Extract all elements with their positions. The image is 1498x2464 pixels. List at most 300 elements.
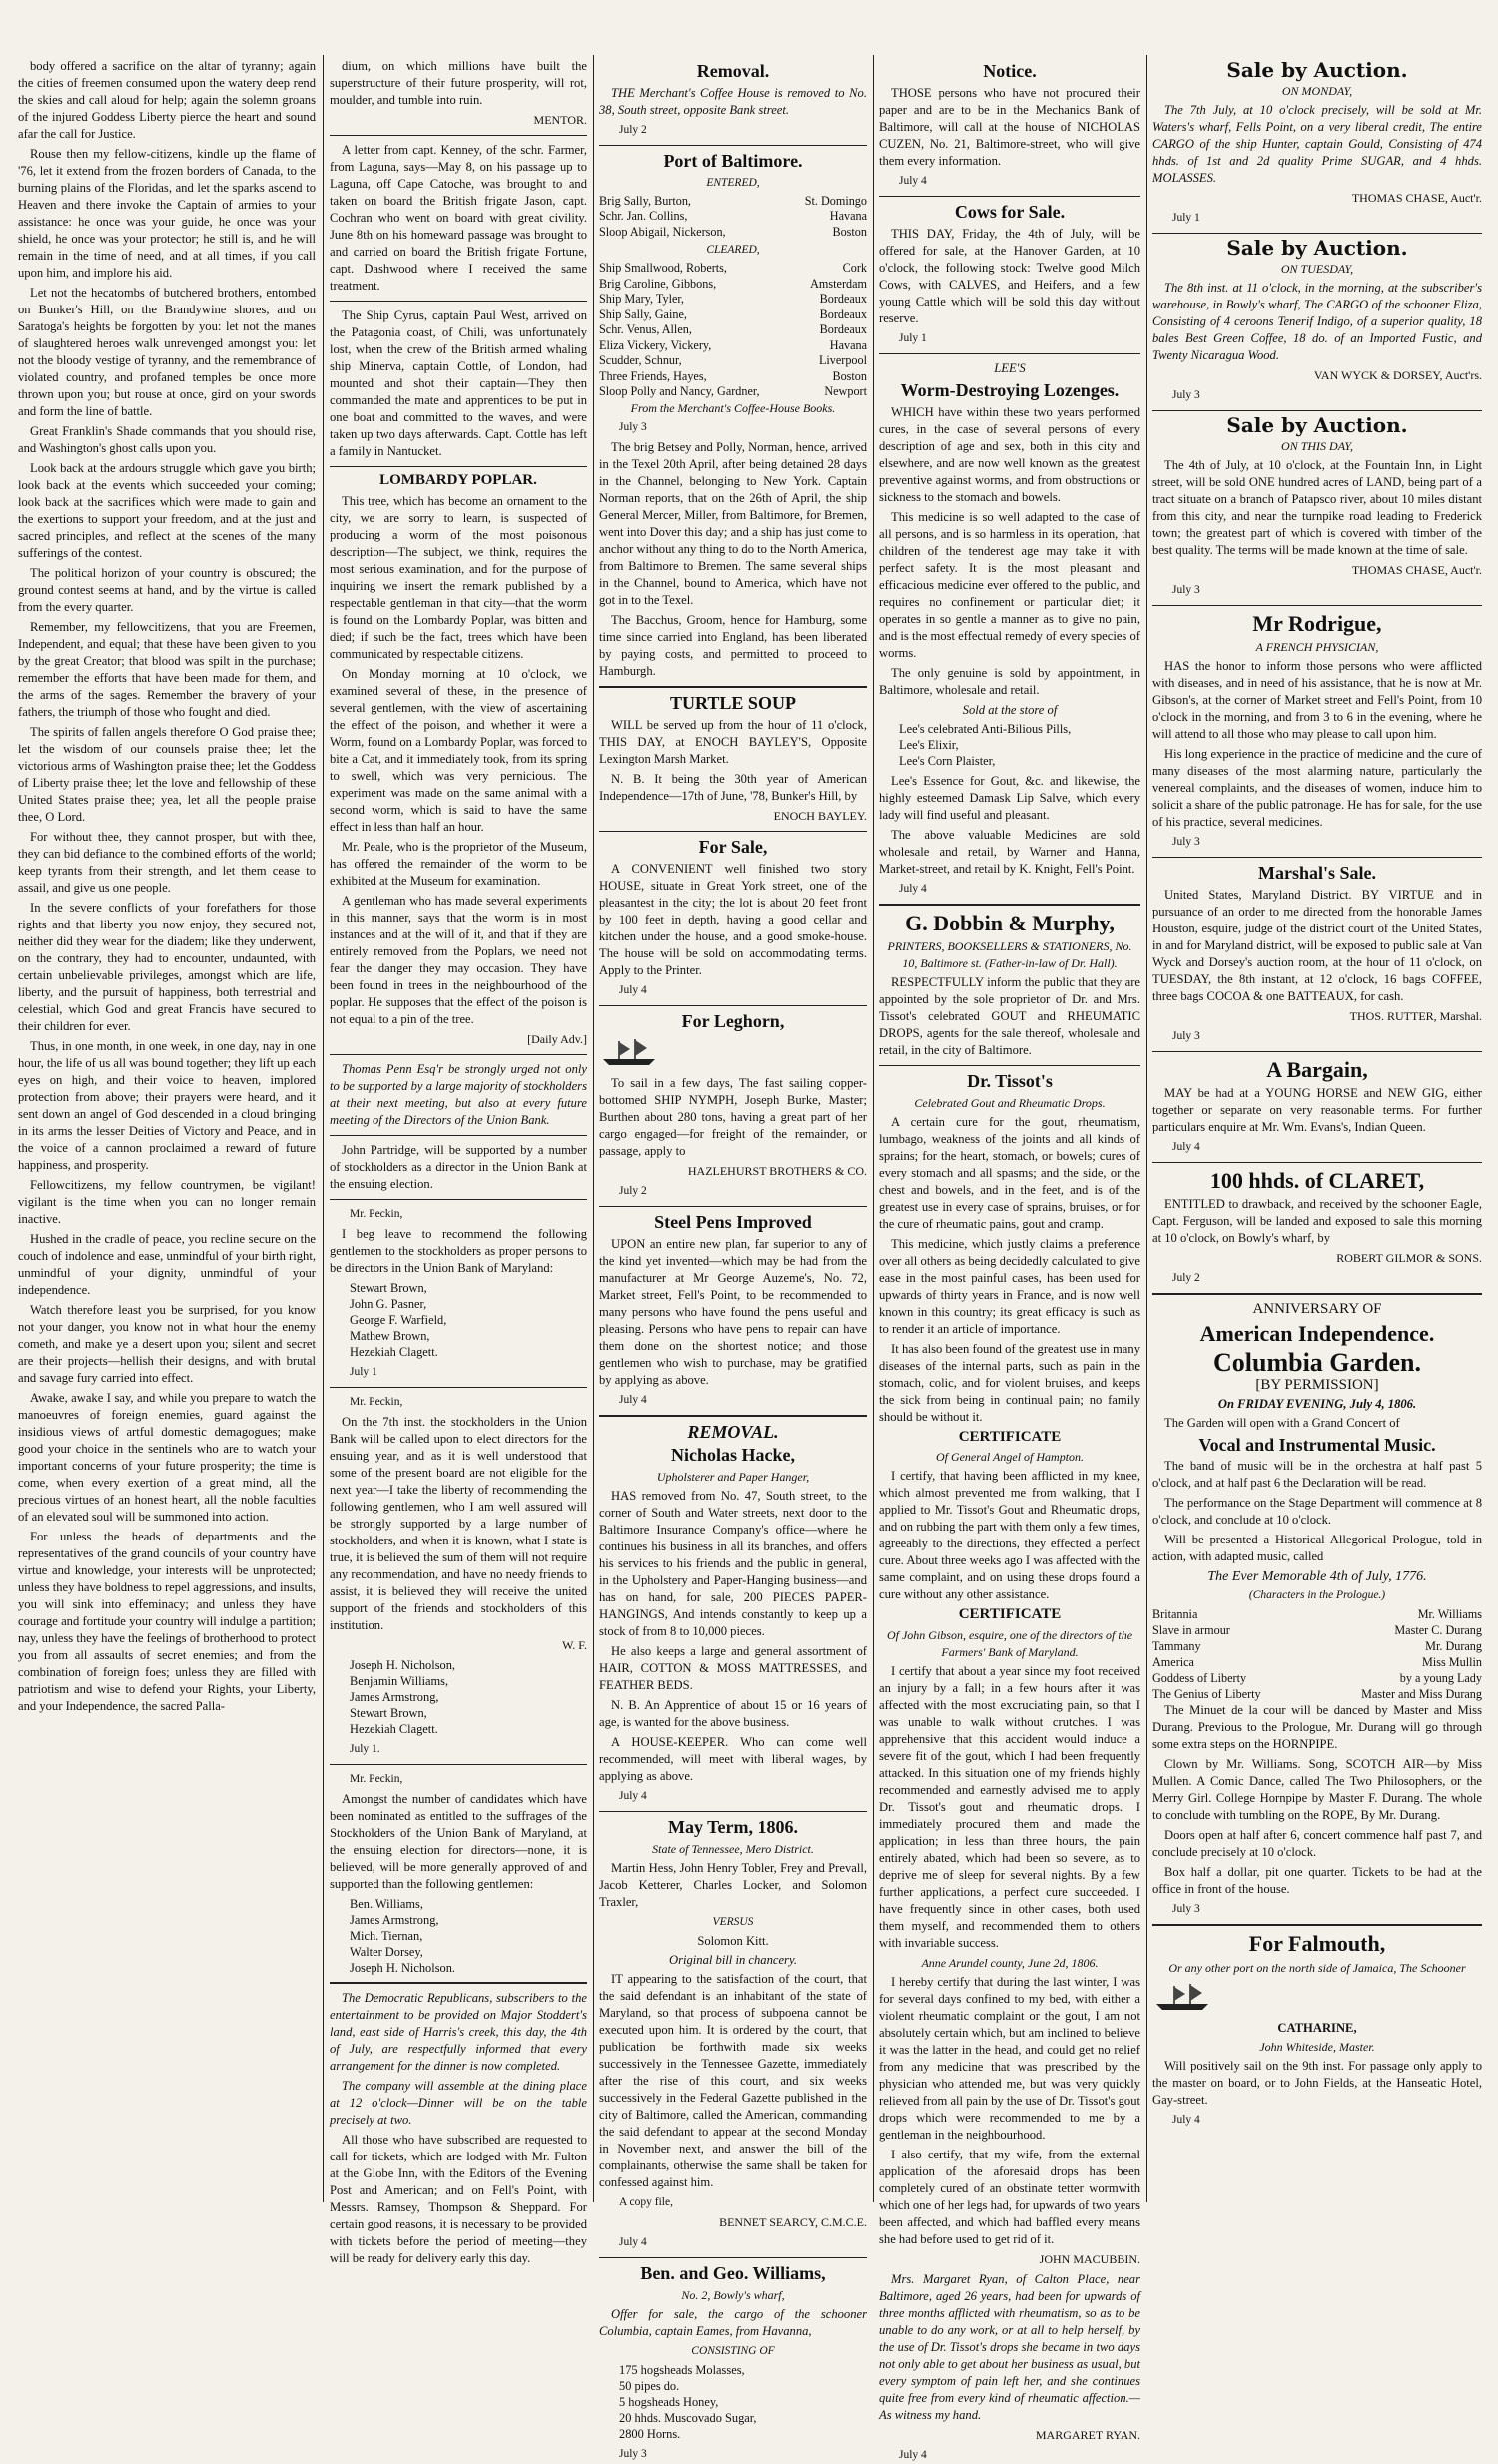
column-2 [330,58,587,2265]
paragraph: The Bacchus, Groom, hence for Hamburg, some time since carried into England, has been liberated by paying costs, and permitted to proceed to Hamburgh. [599,612,867,678]
table-row [599,261,867,277]
date-line: July 1. [350,1742,380,1755]
divider [330,301,587,302]
table-row [599,277,867,293]
paragraph: A HOUSE-KEEPER. Who can come well recommended, will meet with liberal wages, by applying as above. [599,1735,867,1784]
divider [599,1415,867,1417]
ad-heading: Removal. [696,61,770,81]
paragraph: Offer for sale, the cargo of the schooner Columbia, captain Eames, from Havanna, [599,2306,867,2338]
paragraph: On the 7th inst. the stockholders in the Union Bank will be called upon to elect directors for the ensuing year, and as it is well understood that some of the present board are not eligible for the next year—I take the liberty of recommending the following gentlemen, who I am well assured will be strongly supported by a large number of stockholders, and when it is known, what I state is true, it is believed the sum of them will not require any recommendation, and have no needy friends to assist, it is believed they will receive the united support of the friends and stockholders of this institution. [330,1414,587,1632]
signature: THOS. RUTTER, Marshal. [1349,1008,1482,1023]
paragraph: Remember, my fellowcitizens, that you are Freemen, Independent, and equal; that these have been given to you by the great Creator; that blood was spilt in the purchase; remember the efforts that have been made for them, and the arms of the sages. Remember the bravery of your fathers, the triumph of those who fought and died. [18,620,316,719]
ad-heading: REMOVAL. [687,1422,779,1443]
date-line: Anne Arundel county, June 2d, 1806. [921,1956,1099,1971]
paragraph: The Minuet de la cour will be danced by Master and Miss Durang. Previous to the Prologue, Mr. Durang will go through some extra steps on the HORNPIPE. [1152,1703,1482,1752]
date-line: July 2 [1172,1272,1200,1285]
performer: Mr. Durang [1425,1639,1482,1654]
table-row [599,353,867,369]
column-4 [879,58,1141,2462]
date-line: July 1 [1172,212,1200,224]
paragraph: body offered a sacrifice on the altar of tyranny; again the cities of freemen consumed upon the watery deep rend the skies and call aloud for help; again the solemn groans of the injured Goddess Liberty pierce the heart and sound afar the call for Justice. [18,59,316,141]
ship-name: Sloop Abigail, Nickerson, [599,224,726,239]
subheading: Or any other port on the north side of Jamaica, The Schooner [1168,1960,1466,1975]
divider [599,2257,867,2258]
paragraph: The brig Betsey and Polly, Norman, hence, arrived in the Texel 20th April, after being detained 28 days in the Channel, belonging to New York. Captain Norman reports, that on the 26th of April, the ship General Mercer, Miller, from Baltimore, for Bremen, went into Dover this day; and a ship has just come to anchor without any thing to do to the North America, from Baltimore to Bremen. The same several ships in the Channel, bound to America, which have not got in to the Texel. [599,439,867,607]
paragraph: ENTITLED to drawback, and received by the schooner Eagle, Capt. Ferguson, will be landed and exposed to sale this morning at 10 o'clock, on Bowly's wharf, by [1152,1197,1482,1246]
divider [879,1065,1140,1066]
divider [1152,1162,1482,1163]
ship-name: Sloop Polly and Nancy, Gardner, [599,384,760,399]
paragraph: WILL be served up from the hour of 11 o'clock, THIS DAY, at ENOCH BAYLEY'S, Opposite Lexington Marsh Market. [599,717,867,766]
list-item: James Armstrong, [350,1912,439,1927]
paragraph: The 8th inst. at 11 o'clock, in the morning, at the subscriber's warehouse, in Bowly's wharf, The CARGO of the schooner Eliza, Consisting of 4 ceroons Tenerif Indigo, of a superior quality, 18 bales Best Green Coffee, 18 do. of an Imported Fustic, and Twenty Nicaragua Wood. [1152,281,1482,362]
ad-heading: Sale by Auction. [1226,236,1408,260]
ship-destination: Bordeaux [819,322,867,337]
defendant: Solomon Kitt. [697,1934,769,1949]
paragraph: I also certify, that my wife, from the external application of the aforesaid drops has been completely cured of an obstinate tetter wormwith which one of her legs had, for upwards of two years been affected, and which had baffled every means she had before used to get rid of it. [879,2148,1140,2247]
performer: Miss Mullin [1422,1655,1482,1670]
cargo-list [619,2362,867,2442]
medicine-list [899,721,1140,769]
ad-heading: A Bargain, [1266,1056,1368,1082]
ship-name: Brig Sally, Burton, [599,193,691,208]
list-item: Joseph H. Nicholson, [350,1657,456,1672]
ad-heading: For Falmouth, [1248,1931,1386,1957]
paragraph: Look back at the ardours struggle which gave you birth; look back at the events which succeeded your coming; look back at the sacrifices which were made to gain and the exertions to support your freedom, and at the just and sacred principles, and reflect at the scenes of the many sufferings of the contest. [18,461,316,560]
ship-destination: Cork [842,261,867,276]
date-line: July 3 [1172,1029,1200,1042]
ship-name: Scudder, Schnur, [599,353,682,368]
column-rule [323,55,324,2202]
character: Goddess of Liberty [1152,1671,1247,1686]
news-item: A letter from capt. Kenney, of the schr. Farmer, from Laguna, says—May 8, on his passage up to Laguna, off Cape Catoche, was brought to and taken on board the British frigate Jason, capt. Cochran who went on board with great civility. June 8th on his homeward passage was brought to and carried on board the British frigate Fortune, capt. Dashwood where I received the same treatment. [330,143,587,293]
ship-icon [599,1037,659,1067]
paragraph: He also keeps a large and general assortment of HAIR, COTTON & MOSS MATTRESSES, and FEATHER BEDS. [599,1644,867,1693]
ship-destination: Bordeaux [819,292,867,307]
ship-name: Ship Mary, Tyler, [599,292,684,307]
divider [879,196,1140,197]
article-heading: LOMBARDY POPLAR. [379,472,537,488]
consisting-label: CONSISTING OF [691,2344,775,2357]
divider [599,831,867,832]
ad-heading: Mr Rodrigue, [1252,611,1382,636]
paragraph: N. B. An Apprentice of about 15 or 16 years of age, is wanted for the above business. [599,1698,867,1730]
divider [330,135,587,136]
list-item: Stewart Brown, [350,1280,427,1295]
subheading: Celebrated Gout and Rheumatic Drops. [914,1095,1106,1110]
ad-heading: Sale by Auction. [1226,413,1408,437]
performer: by a young Lady [1399,1671,1482,1686]
table-row [599,322,867,338]
ad-heading: Steel Pens Improved [654,1212,812,1233]
candidate-list [350,1657,587,1737]
character: Tammany [1152,1639,1201,1654]
paragraph: The band of music will be in the orchestra at half past 5 o'clock, and at half past 6 the Declaration will be read. [1152,1459,1482,1491]
cast-row [1152,1606,1482,1622]
ad-heading: For Leghorn, [681,1010,785,1031]
notice: The company will assemble at the dining place at 12 o'clock—Dinner will be on the table precisely at two. [330,2078,587,2127]
divider [1152,410,1482,411]
paragraph: On Monday morning at 10 o'clock, we examined several of these, in the presence of several gentlemen, with the view of ascertaining the effect of the poison, and whether it were a Worm, found on a Lombardy Poplar, was forced to bite a Cat, and it immediately took, from its spring to swell, which was very pernicious. The experiment was made on the same animal with a second worm, which is said to have the same effect in less than half an hour. [330,666,587,834]
paragraph: The spirits of fallen angels therefore O God praise thee; let the wisdom of our counsels praise thee; let the victorious arms of Washington praise thee; let the Goddess of Liberty praise thee; let the love and fellowship of these United States praise thee; yea, let all the people praise thee, O Lord. [18,725,316,824]
paragraph: His long experience in the practice of medicine and the cure of many diseases of the most alarming nature, particularly the venereal complaints, and the diseases of women, induce him to solicit a share of the public patronage. He has for sale, for the use of his practice, several medicines. [1152,747,1482,830]
signature: VAN WYCK & DORSEY, Auct'rs. [1313,368,1482,382]
divider [330,1135,587,1136]
list-item: Mathew Brown, [350,1328,430,1343]
ad-heading: Sale by Auction. [1226,58,1408,82]
paragraph: N. B. It being the 30th year of American Independence—17th of June, '78, Bunker's Hill, by [599,771,867,803]
cleared-table [599,261,867,400]
entered-table [599,194,867,241]
column-3 [599,58,867,2460]
cast-list [1152,1606,1482,1702]
paragraph: Amongst the number of candidates which have been nominated as entitled to the suffrages of the Stockholders of the Union Bank of Maryland, at the ensuing election for directors—none, it is believed, will be more generally approved of and supported than the following gentlemen: [330,1791,587,1891]
paragraph: HAS removed from No. 47, South street, to the corner of South and Water streets, next door to the Baltimore Insurance Company's office—where he continues his business in all its branches, and offers his services to his friends and the public in general, in the Upholstery and Paper-Hanging business—and has on hand, for sale, 200 PIECES PAPER-HANGINGS, And intends constantly to keep up a stock of from 8 to 10,000 pieces. [599,1489,867,1639]
date-line: July 3 [1172,1903,1200,1916]
date-line: July 3 [619,420,647,433]
salutation: Mr. Peckin, [350,1772,403,1785]
concert-heading: Vocal and Instrumental Music. [1198,1434,1436,1455]
signature: THOMAS CHASE, Auct'r. [1351,191,1482,205]
signature: [Daily Adv.] [527,1031,587,1046]
character: America [1152,1655,1194,1670]
column-rule [593,55,594,2202]
ship-destination: Liverpool [818,353,867,368]
paragraph: Clown by Mr. Williams. Song, SCOTCH AIR—by Miss Mullen. A Comic Dance, called The Two Philosophers, or the Merry Girl. College Hornpipe by Master F. Durang. The whole to conclude with tumbling on the ROPE, By Mr. Durang. [1152,1757,1482,1823]
ship-name: Ship Smallwood, Roberts, [599,261,727,276]
paragraph: THE Merchant's Coffee House is removed to No. 38, South street, opposite Bank street. [599,85,867,117]
paragraph: This medicine is so well adapted to the case of all persons, and is so harmless in its operation, that children of the tenderest age may take it with perfect safety. It is the most pleasant and efficacious medicine ever offered to the public, and requires no confinement or particular diet; it operates in so gentle a manner as to give no pain, and is the most effectual remedy of every species of worms. [879,509,1140,660]
paragraph: To sail in a few days, The fast sailing copper-bottomed SHIP NYMPH, Joseph Burke, Master; Burthen about 280 tons, having a great part of her cargo engaged—for freight of the remainder, or passage, apply to [599,1076,867,1159]
paragraph: I certify, that having been afflicted in my knee, which almost prevented me from walking, that I applied to Mr. Tissot's Gout and Rheumatic drops, and on rubbing the part with them only a few times, agreeably to the directions, they effected a perfect cure. About three weeks ago I was affected with the same complaint, and on using these drops found a cure without any other assistance. [879,1469,1140,1602]
paragraph: It has also been found of the greatest use in many diseases of the internal parts, such as pain in the stomach, colic, and for violent bruises, and keeps the sick from being in continual pain; no family should be without it. [879,1341,1140,1424]
paragraph: Box half a dollar, pit one quarter. Tickets to be had at the office in front of the house. [1152,1865,1482,1897]
event-date: On FRIDAY EVENING, July 4, 1806. [1217,1396,1417,1411]
source-line: From the Merchant's Coffee-House Books. [630,400,836,415]
news-item: The Ship Cyrus, captain Paul West, arrived on the Patagonia coast, of Chili, was unfortunately lost, when the crew of the British armed whaling ship Minerva, captain Cottle, of London, had mounted and shot their captain—They then commanded the mate and apprentices to be put in one boat and committed to the waves, and were taken up two days afterwards. Capt. Cottle has left a family in Nantucket. [330,308,587,458]
salutation: Mr. Peckin, [350,1395,403,1408]
table-row [599,209,867,225]
paragraph: Martin Hess, John Henry Tobler, Frey and Prevall, Jacob Ketterer, Charles Locker, and Solomon Traxler, [599,1861,867,1910]
garden-title: Columbia Garden. [1212,1348,1422,1378]
date-line: July 4 [899,882,927,895]
date-line: July 4 [899,174,927,187]
paragraph: A CONVENIENT well finished two story HOUSE, situate in Great York street, one of the pleasantest in the city; the lot is about 20 feet front by 100 feet in depth, having a good cellar and kitchen under the house, and a good smoke-house. The house will be sold on accommodating terms. Apply to the Printer. [599,861,867,977]
table-row [599,308,867,323]
paragraph: The only genuine is sold by appointment, in Baltimore, wholesale and retail. [879,665,1140,697]
date-line: July 1 [899,331,927,344]
paragraph: The Garden will open with a Grand Concert of [1164,1415,1400,1430]
table-row [599,369,867,385]
character: The Genius of Liberty [1152,1687,1261,1702]
versus-label: VERSUS [712,1916,754,1929]
cleared-label: CLEARED, [706,244,760,257]
ship-destination: Boston [832,368,867,383]
ad-heading: Cows for Sale. [954,201,1066,222]
date-line: July 3 [619,2447,647,2460]
divider [1152,1924,1482,1926]
ad-heading: 100 hhds. of CLARET, [1209,1168,1425,1194]
paragraph: United States, Maryland District. BY VIRTUE and in pursuance of an order to me directed from the honorable James Houston, esquire, judge of the district court of the United States, in and for Maryland district, will be exposed to public sale at Van Wyck and Dorsey's auction room, at the hour of 11 o'clock, on TUESDAY, the 8th instant, at 12 o'clock, 16 bags COFFEE, three bags COCOA & one BATTEAUX, for cash. [1152,887,1482,1003]
candidate-list [350,1896,587,1976]
table-row [599,194,867,210]
ad-heading: Nicholas Hacke, [671,1445,795,1466]
paragraph: The 7th July, at 10 o'clock precisely, will be sold at Mr. Waters's wharf, Fells Point, on a very liberal credit, The entire CARGO of the ship Hunter, captain Gould, Consisting of 474 hhds. of 1st and 2d quality Prime SUGAR, and 4 hhds. MOLASSES. [1152,103,1482,185]
paragraph: Mr. Peale, who is the proprietor of the Museum, has offered the remainder of the worm to be exhibited at the Museum for examination. [330,839,587,888]
ship-origin: St. Domingo [804,193,867,208]
list-item: Ben. Williams, [350,1896,423,1911]
paragraph: In the severe conflicts of your forefathers for those rights and that liberty you now enjoy, they secured not, neither did they wear for the diadem; like they underwent, on the contrary, they had to encounter, undaunted, with certain unbelievable privileges, amongst which are life, liberty, and the pursuit of happiness, both terrestrial and celestial, which God and great Francis have secured to their children for ever. [18,901,316,1033]
ship-name: Schr. Venus, Allen, [599,322,692,337]
paragraph: THOSE persons who have not procured their paper and are to be in the Mechanics Bank of Baltimore, will call at the house of NICHOLAS CUZEN, No. 21, Baltimore-street, who will give them every information. [879,85,1140,168]
paragraph: Watch therefore least you be surprised, for you know not your danger, you know not in what hour the enemy cometh, and make ye a desert upon you; silent and secret are their projects—hellish their designs, and with brutal and savage fury carried into effect. [18,1303,316,1385]
subheading: Of General Angel of Hampton. [935,1450,1085,1465]
cast-row [1152,1686,1482,1702]
divider [599,1005,867,1006]
subheading: ON THIS DAY, [1281,439,1353,453]
table-row [599,225,867,241]
paragraph: The above valuable Medicines are sold wholesale and retail, by Warner and Hanna, Market-street, and retail by K. Knight, Fell's Point. [879,827,1140,876]
ship-icon [1152,1982,1212,2012]
list-item: Walter Dorsey, [350,1944,423,1959]
notice: The Democratic Republicans, subscribers to the entertainment to be provided on Major Stoddert's land, east side of Harris's creek, this day, the 4th of July, are respectfully informed that every arrangement for the dinner is now completed. [330,1990,587,2073]
date-line: July 2 [619,1185,647,1198]
list-item: Lee's Elixir, [899,737,959,752]
divider [330,466,587,467]
list-item: James Armstrong, [350,1689,439,1704]
paragraph: The performance on the Stage Department will commence at 8 o'clock, and conclude at 10 o'clock. [1152,1496,1482,1528]
signature: MARGARET RYAN. [1035,2428,1140,2443]
date-line: July 4 [619,2236,647,2249]
subheading: ON TUESDAY, [1280,262,1354,276]
paragraph: John Partridge, will be supported by a number of stockholders as a director in the Union Bank at the ensuing election. [330,1142,587,1191]
divider [599,1811,867,1812]
date-line: July 4 [619,1790,647,1803]
subheading: Upholsterer and Paper Hanger, [656,1470,810,1485]
column-5 [1152,58,1482,2202]
ship-name: Ship Sally, Gaine, [599,307,687,321]
list-item: Joseph H. Nicholson. [350,1960,456,1975]
signature: MENTOR. [533,113,587,127]
brand-label: LEE'S [994,360,1026,375]
date-line: July 4 [1172,2113,1200,2126]
ad-heading: Notice. [983,61,1037,81]
entered-label: ENTERED, [706,176,760,189]
divider [1152,233,1482,234]
bill-type: Original bill in chancery. [668,1953,798,1968]
subheading: State of Tennessee, Mero District. [652,1842,814,1857]
list-item: 5 hogsheads Honey, [619,2394,719,2409]
copy-line: A copy file, [619,2196,673,2209]
certificate-heading: CERTIFICATE [958,1606,1062,1623]
ship-origin: Boston [832,224,867,239]
divider [1152,1051,1482,1052]
paragraph: I hereby certify that during the last winter, I was for several days confined to my bed, with either a violent rheumatic complaint or the gout, I am not absolutely certain which, but am inclined to believe it was the latter in the head, and could get no relief from any medicine that was prescribed by the physician who attended me, but was very quickly relieved from all pain by the use of Dr. Tissot's gout drops which were recommended to me by a gentleman in the neighbourhood. [879,1975,1140,2143]
signature: ROBERT GILMOR & SONS. [1336,1251,1482,1266]
paragraph: I beg leave to recommend the following gentlemen to the stockholders as proper persons to be directors in the Union Bank of Maryland: [330,1226,587,1275]
master-line: John Whiteside, Master. [1259,2039,1375,2054]
date-line: July 4 [1172,1141,1200,1154]
performer: Mr. Williams [1417,1607,1482,1622]
list-item: Mich. Tiernan, [350,1928,423,1943]
cast-row [1152,1638,1482,1654]
cast-label: (Characters in the Prologue.) [1248,1589,1386,1602]
performer: Master C. Durang [1394,1623,1482,1638]
table-row [599,384,867,400]
paragraph: For without thee, they cannot prosper, but with thee, they can bid defiance to the combined efforts of the world; keep tyrants from their strength, and let them cease to assail, and give us one people. [18,830,316,895]
paragraph: RESPECTFULLY inform the public that they are appointed by the sole proprietor of Dr. and Mrs. Tissot's celebrated GOUT and RHEUMATIC DROPS, agents for the sale thereof, wholesale and retail, in the city of Baltimore. [879,974,1140,1057]
permission-line: [BY PERMISSION] [1255,1376,1379,1393]
divider [879,353,1140,354]
date-line: July 3 [1172,584,1200,596]
divider [1152,857,1482,858]
list-item: Lee's Corn Plaister, [899,753,996,768]
subheading: Of John Gibson, esquire, one of the directors of the Farmers' Bank of Maryland. [886,1628,1133,1660]
paragraph: Will be presented a Historical Allegorical Prologue, told in action, with adapted music, called [1152,1533,1482,1564]
paragraph: Thomas Penn Esq'r be strongly urged not only to be supported by a large majority of stockholders at their next meeting, but also at every future meeting of the Directors of the Union Bank. [330,1061,587,1127]
cast-row [1152,1670,1482,1686]
date-line: July 2 [619,123,647,136]
paragraph: IT appearing to the satisfaction of the court, that the said defendant is an inhabitant of the state of Maryland, so that process of subpoena cannot be executed upon him. It is ordered by the court, that publication be forthwith made six weeks successively in the Tennessee Gazette, immediately after the rise of this court, and six weeks successively in the Federal Gazette published in the city of Baltimore, called the American, commanding the said defendant to appear at the second Monday in November next, and answer the bill of the complainants, otherwise the same shall be taken for confessed against him. [599,1972,867,2190]
paragraph: MAY be had at a YOUNG HORSE and NEW GIG, either together or separate on very reasonable terms. For further particulars enquire at Mr. Wm. Evans's, Indian Queen. [1152,1086,1482,1135]
paragraph: Will positively sail on the 9th inst. For passage only apply to the master on board, or to John Fields, at the Hanseatic Hotel, Gay-street. [1152,2058,1482,2107]
list-item: 20 hhds. Muscovado Sugar, [619,2410,757,2425]
list-item: Benjamin Williams, [350,1673,449,1688]
notice: All those who have subscribed are requested to call for tickets, which are lodged with Mr. Fulton at the Globe Inn, with the Editors of the Evening Post and American; and on Fell's Point, with Messrs. Ramsey, Thompson & Sheppard. For certain good reasons, it is necessary to be provided with tickets before the period of meeting—they will be ready for delivery early this day. [330,2132,587,2265]
character: Slave in armour [1152,1623,1230,1638]
section-heading: Port of Baltimore. [663,150,803,171]
ship-destination: Havana [829,337,867,352]
cast-row [1152,1622,1482,1638]
paragraph: A gentleman who has made several experiments in this manner, says that the worm is in most instances and at the will of it, and that if they are entirely removed from the Poplars, we need not fear the danger they may occasion. They have been found in trees in the neighbourhood of the poplar. He supposes that the effect of the poison is not equal to a pin of the tree. [330,893,587,1026]
ad-heading: May Term, 1806. [668,1817,798,1838]
ship-destination: Newport [824,384,867,399]
ad-heading: Worm-Destroying Lozenges. [900,379,1120,400]
ship-name: Brig Caroline, Gibbons, [599,276,717,291]
salutation: Mr. Peckin, [350,1207,403,1220]
divider [330,1764,587,1765]
ship-name: Three Friends, Hayes, [599,368,707,383]
ad-heading: TURTLE SOUP [670,692,796,713]
paragraph: Lee's Essence for Gout, &c. and likewise, the highly esteemed Damask Lip Salve, which every lady will find useful and pleasant. [879,773,1140,822]
paragraph: Great Franklin's Shade commands that you should rise, and Washington's ghost calls upon you. [18,424,316,455]
date-line: July 4 [619,1394,647,1407]
character: Britannia [1152,1607,1198,1622]
list-item: George F. Warfield, [350,1312,447,1327]
paragraph: I certify that about a year since my foot received an injury by a fall; in a few hours after it was affected with the most excruciating pain, so that I was unable to walk without crutches. I was apprehensive that this accident would induce a severe fit of the gout, which I had been frequently attacked. In this situation one of my friends highly recommended and earnestly advised me to apply Dr. Tissot's gout and rheumatic drops. I immediately procured them and made the application; in less than three hours, the pain entirely abated, which had been so severe, as to deprive me of sleep for several nights. By a few further applications, a perfect cure succeeded. I have frequently since in other cases, both used them myself, and recommended them to others with invariable success. [879,1664,1140,1951]
signature: THOMAS CHASE, Auct'r. [1351,563,1482,577]
divider [599,686,867,688]
signature: W. F. [562,1637,587,1652]
ship-name: Schr. Jan. Collins, [599,209,688,224]
list-item: Hezekiah Clagett. [350,1344,438,1359]
paragraph: Let not the hecatombs of butchered brothers, entombed on Bunker's Hill, on the Brandywine shores, and on Saratoga's heights be forgotten by you: let not the manes of slaughtered heroes walk unrevenged amongst you: let not the bloody vestige of tyranny, and the remembrance of violated country, and profaned temples be once more thrown upon you; but rouse at once, gird on your swords and form the line of battle. [18,286,316,418]
ship-destination: Bordeaux [819,307,867,321]
list-item: 175 hogsheads Molasses, [619,2362,745,2377]
paragraph: A certain cure for the gout, rheumatism, lumbago, weakness of the joints and all kinds of sprains; for the heart, stomach, or bowels; cures of every stomach and all spasms; and the side, or the chest and bowels, and in the feet, and is of the greatest use in every case of sprains, bruises, or for the cure of rheumatic pains, gout and cramp. [879,1114,1140,1231]
paragraph: THIS DAY, Friday, the 4th of July, will be offered for sale, at the Hanover Garden, at 10 o'clock, the following stock: Twelve good Milch Cows, with CALVES, and Heifers, and a few young Cattle which will be sold this day without reserve. [879,226,1140,325]
paragraph: Hushed in the cradle of peace, you recline secure on the couch of indolence and ease, unmindful of your birth right, unmindful of your dignity, unmindful of your independence. [18,1232,316,1297]
divider [599,1206,867,1207]
divider [330,1387,587,1388]
subheading: ON MONDAY, [1281,84,1353,98]
list-item: John G. Pasner, [350,1296,427,1311]
list-item: 50 pipes do. [619,2378,680,2393]
list-item: Hezekiah Clagett. [350,1721,438,1736]
paragraph: This tree, which has become an ornament to the city, we are sorry to learn, is suspected of producing a worm of the most poisonous description—The subject, we think, requires the most serious examination, and for the purpose of inquiring we insert the remark published by a respectable gentleman in that city—that the worm is found on the Lombardy Poplar, was bitten and died; if such be the fact, trees which have been communicated by respectable citizens. [330,493,587,661]
cast-row [1152,1654,1482,1670]
candidate-list [350,1280,587,1360]
divider [1152,605,1482,606]
signature: HAZLEHURST BROTHERS & CO. [687,1164,867,1179]
paragraph: Doors open at half after 6, concert commence half past 7, and conclude precisely at 10 o'clock. [1152,1828,1482,1860]
paragraph: WHICH have within these two years performed cures, in the case of several persons of every description of age and sex, both in this city and elsewhere, and are now well known as the greatest preventive against worms, and from obstructions or sickness to the stomach and bowels. [879,404,1140,504]
divider [1152,1293,1482,1295]
ship-destination: Amsterdam [810,276,867,291]
anniversary-line: ANNIVERSARY OF [1252,1301,1382,1318]
paragraph: HAS the honor to inform those persons who were afflicted with diseases, and in need of his assistance, that he is now at Mr. Gibson's, at the corner of Market street and Fell's Point, from 10 o'clock in the morning, and from 3 to 6 in the evening, where he will attend to all those who may please to call upon him. [1152,659,1482,742]
column-rule [873,55,874,2202]
column-rule [1146,55,1147,2202]
list-item: 2800 Horns. [619,2426,681,2441]
divider [330,1054,587,1055]
date-line: July 3 [1172,836,1200,849]
anniversary-title: American Independence. [1199,1321,1435,1347]
list-item: Lee's celebrated Anti-Bilious Pills, [899,721,1072,736]
ad-heading: For Sale, [698,836,768,857]
ship-origin: Havana [829,209,867,224]
ad-heading: Marshal's Sale. [1257,863,1376,884]
date-line: July 3 [1172,389,1200,401]
table-row [599,338,867,354]
ship-name: CATHARINE, [1277,2020,1357,2035]
subheading: A FRENCH PHYSICIAN, [1255,640,1379,655]
paragraph: dium, on which millions have built the superstructure of their future prosperity, will rot, moulder, and tumble into ruin. [330,59,587,107]
date-line: July 1 [350,1365,377,1378]
paragraph: Rouse then my fellow-citizens, kindle up the flame of '76, let it extend from the frozen borders of Canada, to the burning plains of the Floridas, and let the sparks ascend to Heaven and there invoke the Captain of armies to your assistance: he once was your guide, he once was your shield, he once was your protector; he still is, and he will remain in the time of need, and at all times, if you call upon him, and implore his aid. [18,147,316,280]
divider [330,1982,587,1984]
paragraph: Thus, in one month, in one week, in one day, nay in one hour, the life of us all was bound together; they lift up each eyes on high, and their voice to heaven, implored protection from above; their prayers were heard, and it sent down an angel of God descended in a cloud bringing in its arms the lesser Deities of Victory and Peace, and in the voice of a cannon proclaimed a reward of future happiness, and prosperity. [18,1039,316,1172]
prologue-title: The Ever Memorable 4th of July, 1776. [1207,1569,1427,1585]
performer: Master and Miss Durang [1361,1687,1482,1702]
ship-name: Eliza Vickery, Vickery, [599,337,712,352]
column-1 [18,58,316,2202]
signature: JOHN MACUBBIN. [1039,2252,1140,2267]
ad-heading: Ben. and Geo. Williams, [640,2263,826,2284]
patriotic-address [18,58,316,1715]
signature: BENNET SEARCY, C.M.C.E. [719,2215,867,2230]
table-row [599,292,867,308]
divider [330,1199,587,1200]
date-line: July 4 [899,2449,927,2462]
sold-label: Sold at the store of [962,702,1058,717]
signature: ENOCH BAYLEY. [773,808,867,823]
ad-heading: Dr. Tissot's [967,1070,1053,1091]
paragraph: The 4th of July, at 10 o'clock, at the Fountain Inn, in Light street, will be sold ONE hundred acres of LAND, being part of a tract situate on a branch of Patapsco river, about 10 miles distant from this city, and near the turnpike road leading to Frederick town; the greatest part of which is covered with timber of the best quality. The terms will be made known at the time of sale. [1152,458,1482,557]
paragraph: Fellowcitizens, my fellow countrymen, be vigilant! vigilant is the time when you can no longer remain inactive. [18,1178,316,1226]
certificate-heading: CERTIFICATE [958,1428,1062,1445]
paragraph: UPON an entire new plan, far superior to any of the kind yet invented—which may be had from the manufacturer at Mr George Auzeme's, No. 72, Market street, Fell's Point, to be recommended to many persons who have found the pens useful and pleasing. Persons who have pens to repair can have them done on the shortest notice; and those gentlemen who wish to purchase, may be gratified by applying as above. [599,1237,867,1388]
paragraph: Mrs. Margaret Ryan, of Calton Place, near Baltimore, aged 26 years, had been for upwards of three months afflicted with rheumatism, so as to be unable to do any work, or at all to help herself, by the use of Dr. Tissot's drops she became in two days not only able to get about her business as usual, but every symptom of pain left her, and she continues quite free from every kind of rheumatic affection.—As witness my hand. [879,2272,1141,2423]
paragraph: For unless the heads of departments and the representatives of the grand councils of your country have virtue and knowledge, your interests will be unprotected; unless they have boldness to repel aggressions, and insults, you will sink into effeminacy; and unless they have courage and fortitude your country will indulge a partition; nay, unless they have the feelings of brotherhood to protect you from all assaults of secret enemies; and from the combination of foreign foes; unless they are filled with patriotism and wise to defend your Rights, your Liberty, and your Independence, the sacred Palla- [18,1530,316,1713]
ad-heading: G. Dobbin & Murphy, [905,910,1115,935]
divider [599,145,867,146]
date-line: July 4 [619,983,647,996]
paragraph: This medicine, which justly claims a preference over all others as being decidedly calculated to give ease in the most painful cases, has been used for upwards of thirty years in France, and is now well known in this country; its great efficacy is such as to render it an article of importance. [879,1236,1140,1336]
subheading: PRINTERS, BOOKSELLERS & STATIONERS, No. 10, Baltimore st. (Father-in-law of Dr. Hall). [887,938,1132,970]
divider [879,904,1140,906]
paragraph: Awake, awake I say, and while you prepare to watch the manoeuvres of foreign enemies, guard against the insidious views of artful domestic demagogues; make good your choice in the sentinels who are to watch your important concerns of your future prosperity; the time is come, when every exertion of a great mind, all the precious virtues of an honest heart, all the noble faculties of an elevated soul will be summoned into action. [18,1391,316,1524]
